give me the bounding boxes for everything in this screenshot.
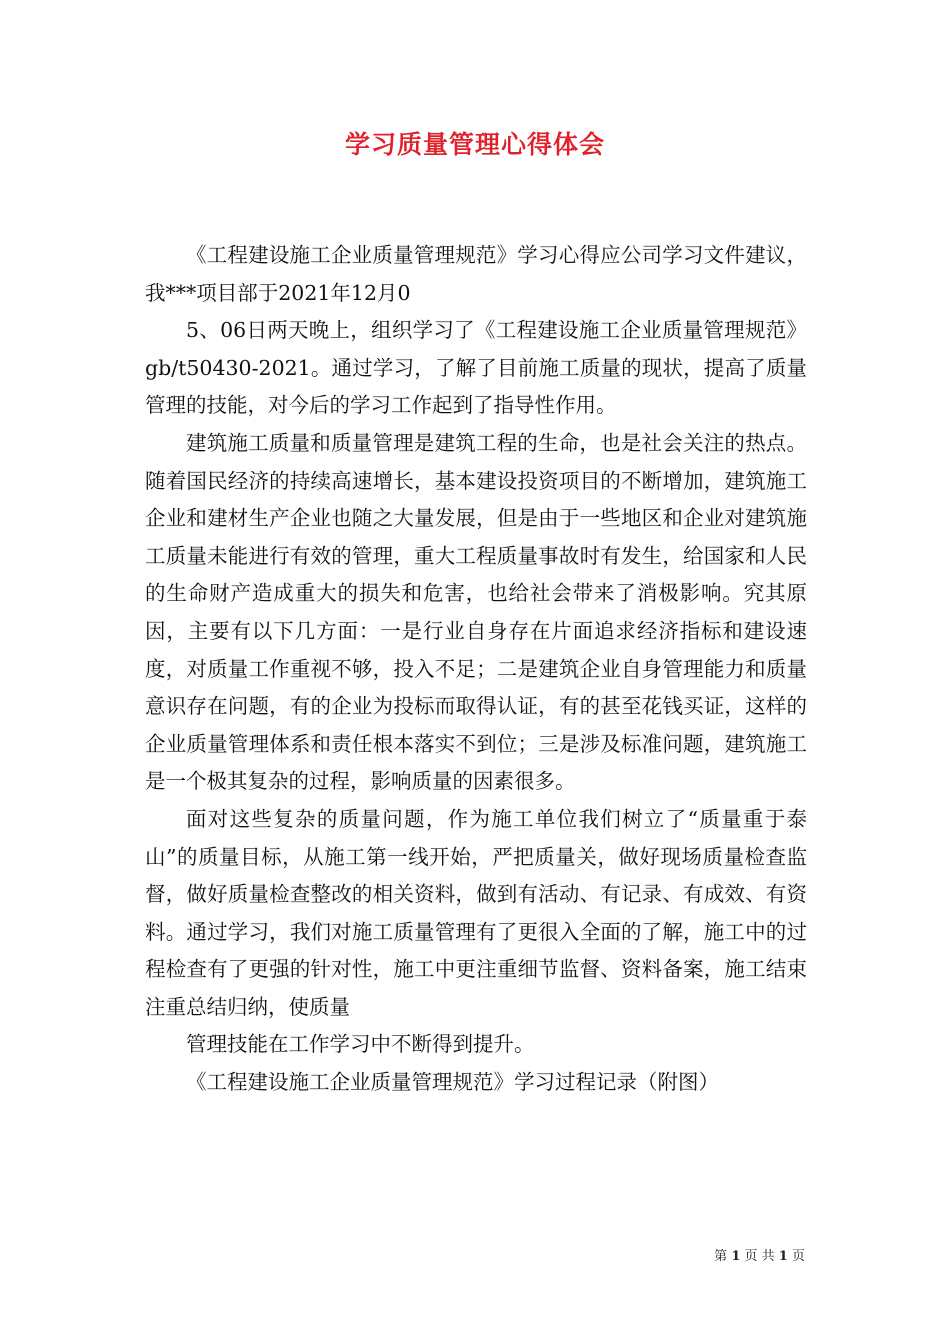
document-body [145, 237, 807, 1102]
footer-middle: 页 共 [744, 1249, 775, 1264]
paragraph-3: 建筑施工质量和质量管理是建筑工程的生命，也是社会关注的热点。随着国民经济的持续高速增长，基本建设投资项目的不断增加，建筑施工企业和建材生产企业也随之大量发展，但是由于一些地区和企业对建筑施工质量未能进行有效的管理，重大工程质量事故时有发生，给国家和人民的生命财产造成重大的损失和危害，也给社会带来了消极影响。究其原因，主要有以下几方面：一是行业自身存在片面追求经济指标和建设速度，对质量工作重视不够，投入不足；二是建筑企业自身管理能力和质量意识存在问题，有的企业为投标而取得认证，有的甚至花钱买证，这样的企业质量管理体系和责任根本落实不到位；三是涉及标准问题，建筑施工是一个极其复杂的过程，影响质量的因素很多。 [145, 430, 807, 794]
footer-prefix: 第 [714, 1249, 728, 1264]
paragraph-6: 《工程建设施工企业质量管理规范》学习过程记录（附图） [186, 1070, 719, 1095]
paragraph-4: 面对这些复杂的质量问题，作为施工单位我们树立了“质量重于泰山”的质量目标，从施工第一线开始，严把质量关，做好现场质量检查监督，做好质量检查整改的相关资料，做到有活动、有记录、有成效、有资料。通过学习，我们对施工质量管理有了更很入全面的了解，施工中的过程检查有了更强的针对性，施工中更注重细节监督、资料备案，施工结束注重总结归纳，使质量 [145, 806, 807, 1019]
footer-total-pages: 1 [778, 1249, 788, 1264]
document-title: 学习质量管理心得体会 [344, 130, 605, 159]
page-number-footer [714, 1248, 805, 1266]
paragraph-2: 5、06日两天晚上，组织学习了《工程建设施工企业质量管理规范》gb/t50430-2021。通过学习，了解了目前施工质量的现状，提高了质量管理的技能，对今后的学习工作起到了指导性作用。 [145, 318, 807, 418]
paragraph-1: 《工程建设施工企业质量管理规范》学习心得应公司学习文件建议，我***项目部于2021年12月0 [145, 243, 807, 305]
paragraph-5: 管理技能在工作学习中不断得到提升。 [186, 1032, 535, 1057]
footer-page-number: 1 [731, 1249, 741, 1264]
footer-suffix: 页 [791, 1249, 805, 1264]
